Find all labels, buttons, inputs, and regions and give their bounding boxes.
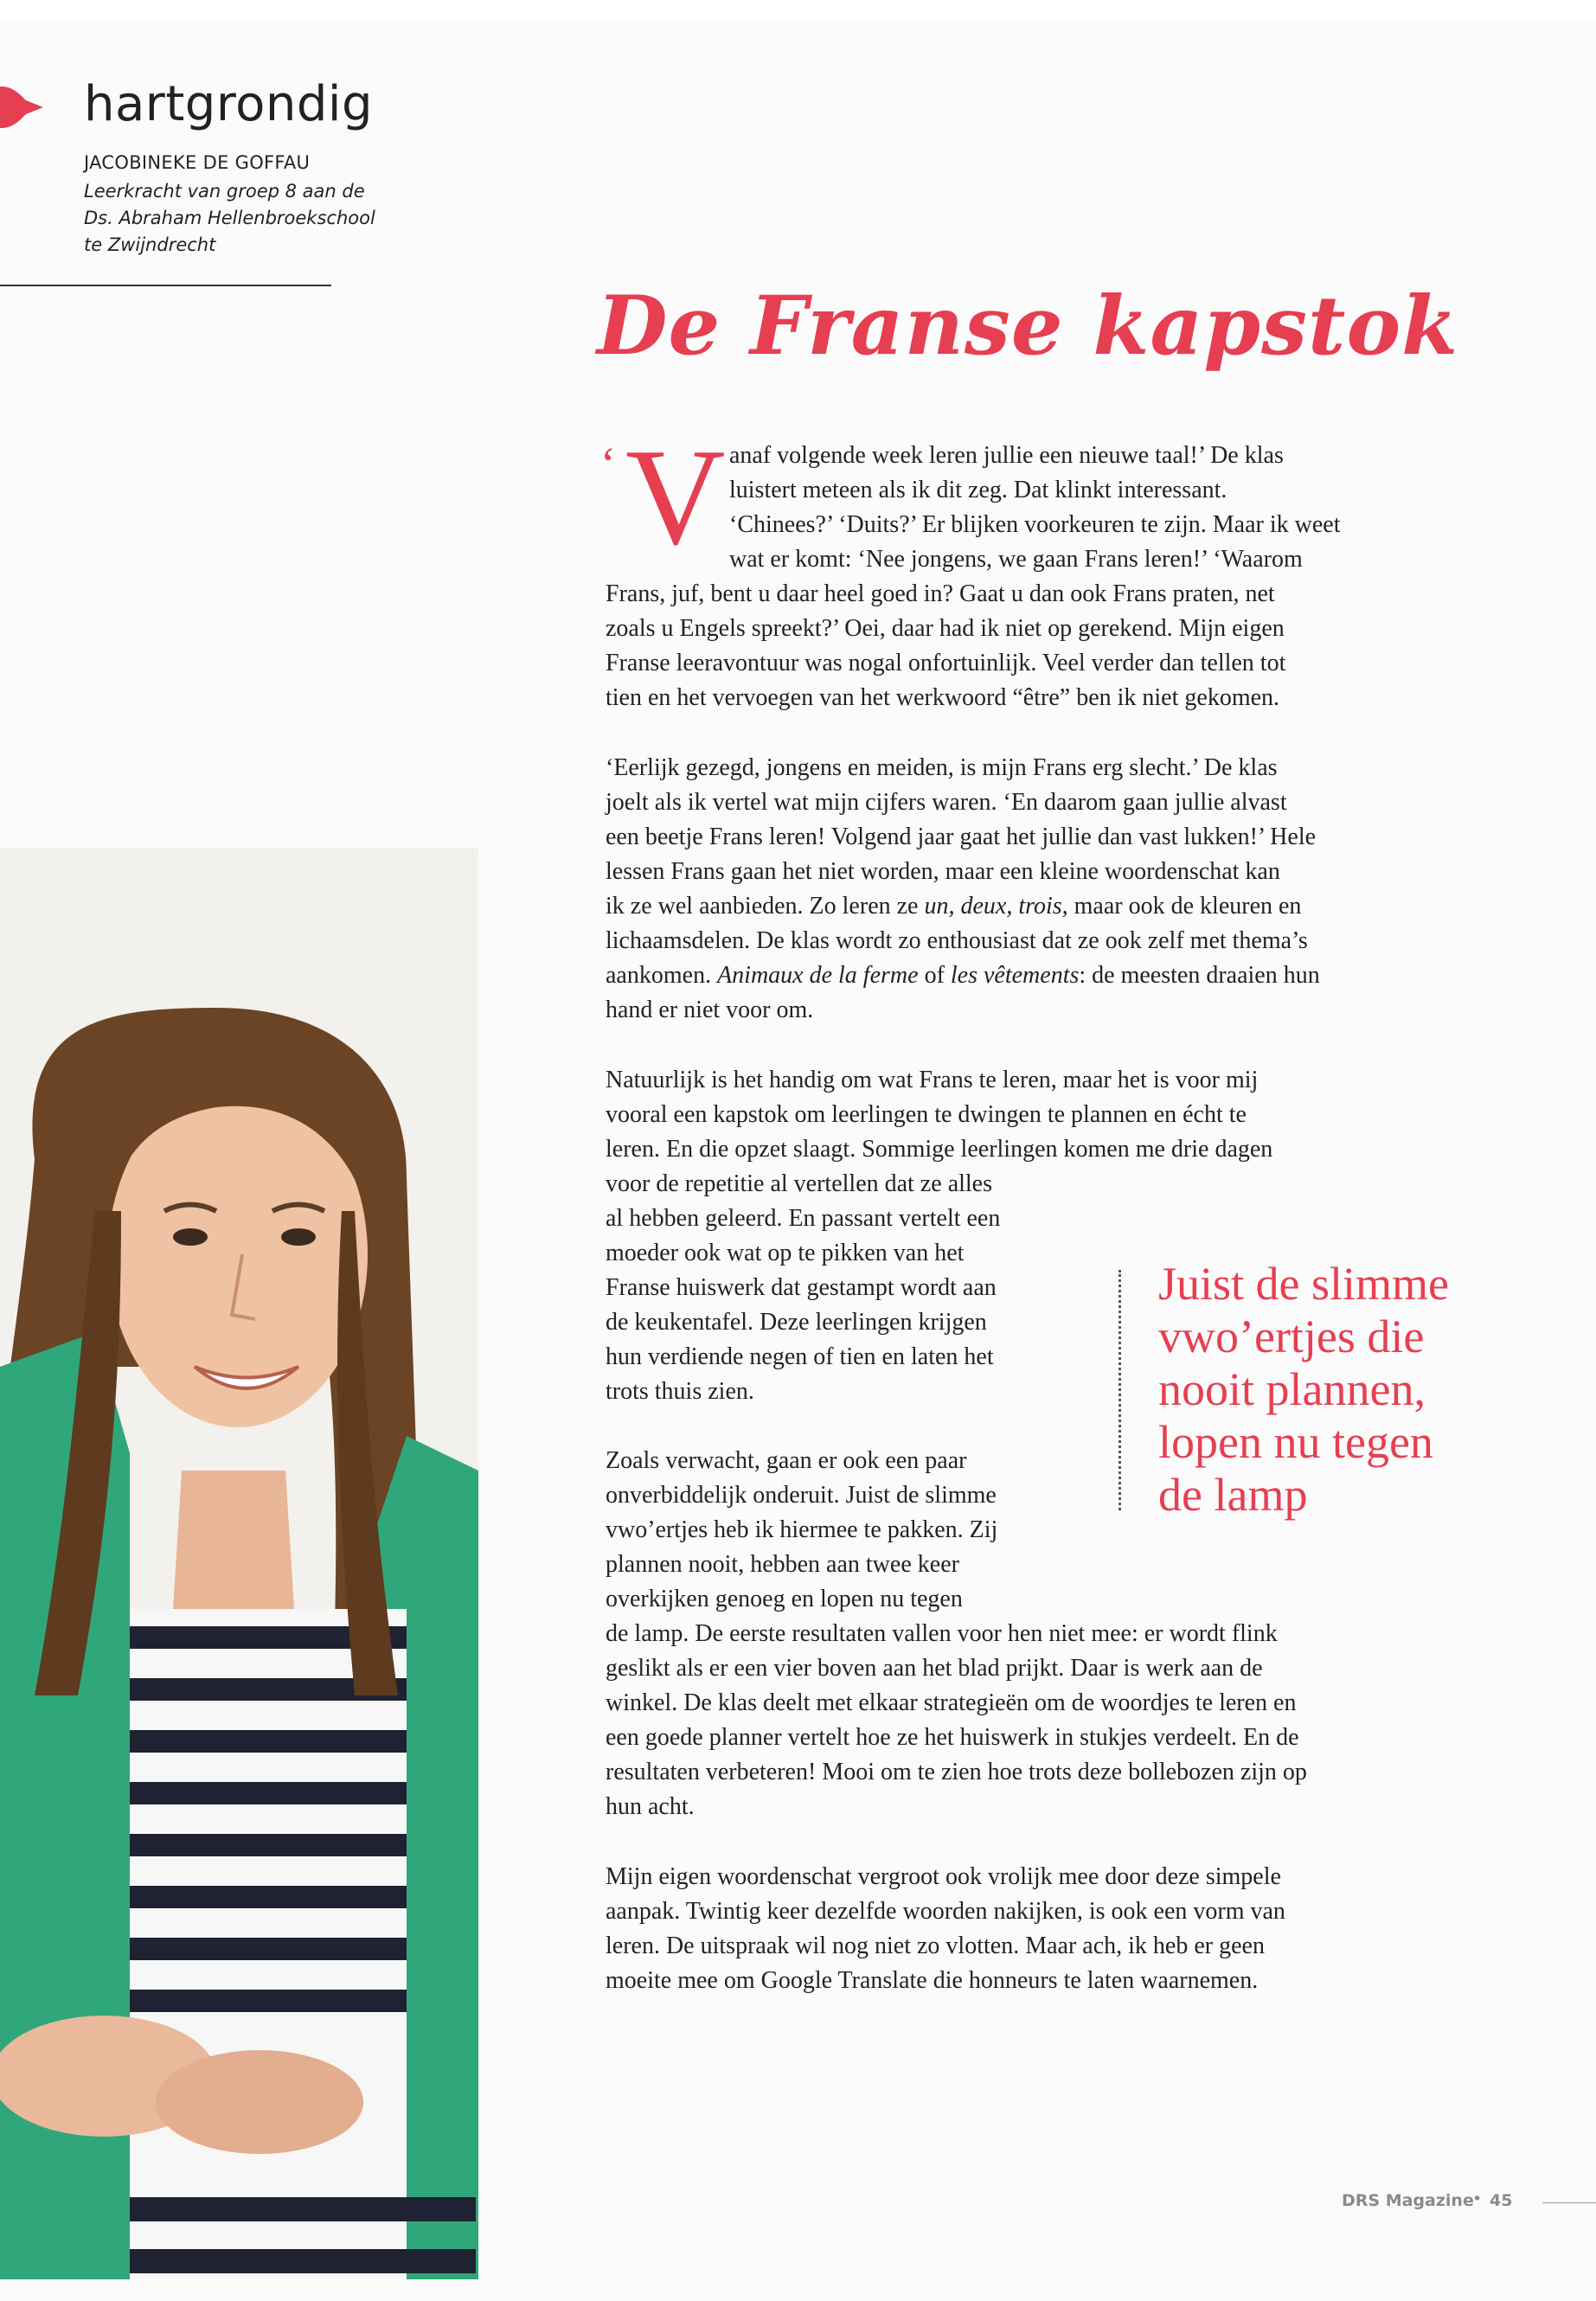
body-line: zoals u Engels spreekt?’ Oei, daar had ik niet op gerekend. Mijn eigen — [606, 615, 1285, 642]
body-line: Frans, juf, bent u daar heel goed in? Gaat u dan ook Frans praten, net — [606, 580, 1275, 607]
body-line: Franse leeravontuur was nogal onfortuinlijk. Veel verder dan tellen tot — [606, 650, 1286, 676]
body-line: aanpak. Twintig keer dezelfde woorden nakijken, is ook een vorm van — [606, 1898, 1285, 1925]
body-line: vooral een kapstok om leerlingen te dwingen te plannen en écht te — [606, 1101, 1247, 1128]
body-text: of — [918, 962, 951, 989]
pull-quote-line: nooit plannen, — [1158, 1363, 1426, 1415]
pull-quote-line: vwo’ertjes die — [1158, 1311, 1425, 1362]
body-line: geslikt als er een vier boven aan het blad prijkt. Daar is werk aan de — [606, 1655, 1263, 1682]
pull-quote-rule — [1118, 1270, 1121, 1510]
body-text: maar ook de kleuren en — [1067, 893, 1302, 920]
body-line: de keukentafel. Deze leerlingen krijgen — [606, 1309, 987, 1336]
body-line: moeite mee om Google Translate die honneurs te laten waarnemen. — [606, 1967, 1259, 1994]
body-italic: Animaux de la ferme — [717, 962, 919, 989]
body-line: voor de repetitie al vertellen dat ze alles — [606, 1170, 993, 1197]
page-number: 45 — [1490, 2191, 1513, 2210]
author-role-line: Leerkracht van groep 8 aan de — [84, 181, 365, 202]
author-role-line: Ds. Abraham Hellenbroekschool — [84, 208, 375, 228]
author-role-line: te Zwijndrecht — [84, 234, 216, 255]
header-divider — [0, 285, 331, 286]
body-line: hun acht. — [606, 1793, 695, 1820]
body-line: trots thuis zien. — [606, 1378, 754, 1405]
body-line — [606, 962, 1320, 990]
body-line: luistert meteen als ik dit zeg. Dat klinkt interessant. — [729, 477, 1227, 503]
body-line: anaf volgende week leren jullie een nieuwe taal!’ De klas — [729, 442, 1284, 469]
body-italic: les vêtements — [950, 962, 1080, 989]
top-margin — [0, 0, 1596, 21]
body-line: een beetje Frans leren! Volgend jaar gaat het jullie dan vast lukken!’ Hele — [606, 824, 1317, 850]
heart-icon — [0, 85, 45, 130]
body-line: joelt als ik vertel wat mijn cijfers waren. ‘En daarom gaan jullie alvast — [606, 789, 1287, 816]
body-line: leren. En die opzet slaagt. Sommige leerlingen komen me drie dagen — [606, 1136, 1273, 1163]
body-text: aankomen. — [606, 962, 718, 989]
body-line: onverbiddelijk onderuit. Juist de slimme — [606, 1482, 997, 1509]
body-line: vwo’ertjes heb ik hiermee te pakken. Zij — [606, 1516, 998, 1543]
footer-separator: • — [1472, 2189, 1483, 2208]
drop-cap-quote: ‘ — [600, 438, 616, 490]
body-line: tien en het vervoegen van het werkwoord “être” ben ik niet gekomen. — [606, 684, 1280, 711]
body-line: lessen Frans gaan het niet worden, maar een kleine woordenschat kan — [606, 858, 1280, 885]
column-name: hartgrondig — [84, 76, 374, 132]
pull-quote-line: de lamp — [1158, 1469, 1308, 1521]
footer-rule — [1542, 2202, 1596, 2203]
author-photo — [0, 848, 478, 2279]
body-line: Franse huiswerk dat gestampt wordt aan — [606, 1274, 997, 1301]
pull-quote-line: Juist de slimme — [1158, 1258, 1449, 1310]
body-line — [606, 893, 1301, 920]
body-line: moeder ook wat op te pikken van het — [606, 1240, 965, 1266]
body-line: Zoals verwacht, gaan er ook een paar — [606, 1447, 967, 1474]
body-line: leren. De uitspraak wil nog niet zo vlotten. Maar ach, ik heb er geen — [606, 1932, 1265, 1959]
drop-cap: V — [625, 420, 726, 574]
author-name: JACOBINEKE DE GOFFAU — [84, 152, 311, 173]
body-line: resultaten verbeteren! Mooi om te zien hoe trots deze bollebozen zijn op — [606, 1759, 1307, 1785]
body-line: hun verdiende negen of tien en laten het — [606, 1343, 994, 1370]
body-line: plannen nooit, hebben aan twee keer — [606, 1551, 959, 1578]
article-title: De Franse kapstok — [597, 279, 1459, 374]
footer-magazine-name: DRS Magazine — [1342, 2191, 1474, 2210]
body-italic: un, deux, trois, — [924, 893, 1068, 920]
body-line: ‘Chinees?’ ‘Duits?’ Er blijken voorkeuren te zijn. Maar ik weet — [729, 511, 1341, 538]
pull-quote-line: lopen nu tegen — [1158, 1416, 1433, 1468]
body-line: lichaamsdelen. De klas wordt zo enthousiast dat ze ook zelf met thema’s — [606, 927, 1308, 954]
body-line: overkijken genoeg en lopen nu tegen — [606, 1586, 963, 1612]
body-text: : de meesten draaien hun — [1079, 962, 1320, 989]
body-line: hand er niet voor om. — [606, 997, 814, 1023]
body-line: ‘Eerlijk gezegd, jongens en meiden, is mijn Frans erg slecht.’ De klas — [606, 754, 1278, 781]
body-text: ik ze wel aanbieden. Zo leren ze — [606, 893, 925, 920]
body-line: een goede planner vertelt hoe ze het huiswerk in stukjes verdeelt. En de — [606, 1724, 1299, 1751]
body-line: wat er komt: ‘Nee jongens, we gaan Frans leren!’ ‘Waarom — [729, 546, 1303, 573]
body-line: al hebben geleerd. En passant vertelt een — [606, 1205, 1001, 1232]
body-line: Natuurlijk is het handig om wat Frans te leren, maar het is voor mij — [606, 1067, 1259, 1093]
body-line: Mijn eigen woordenschat vergroot ook vrolijk mee door deze simpele — [606, 1863, 1281, 1890]
body-line: winkel. De klas deelt met elkaar strategieën om de woordjes te leren en — [606, 1689, 1297, 1716]
body-line: de lamp. De eerste resultaten vallen voor hen niet mee: er wordt flink — [606, 1620, 1278, 1647]
author-role — [84, 178, 395, 259]
